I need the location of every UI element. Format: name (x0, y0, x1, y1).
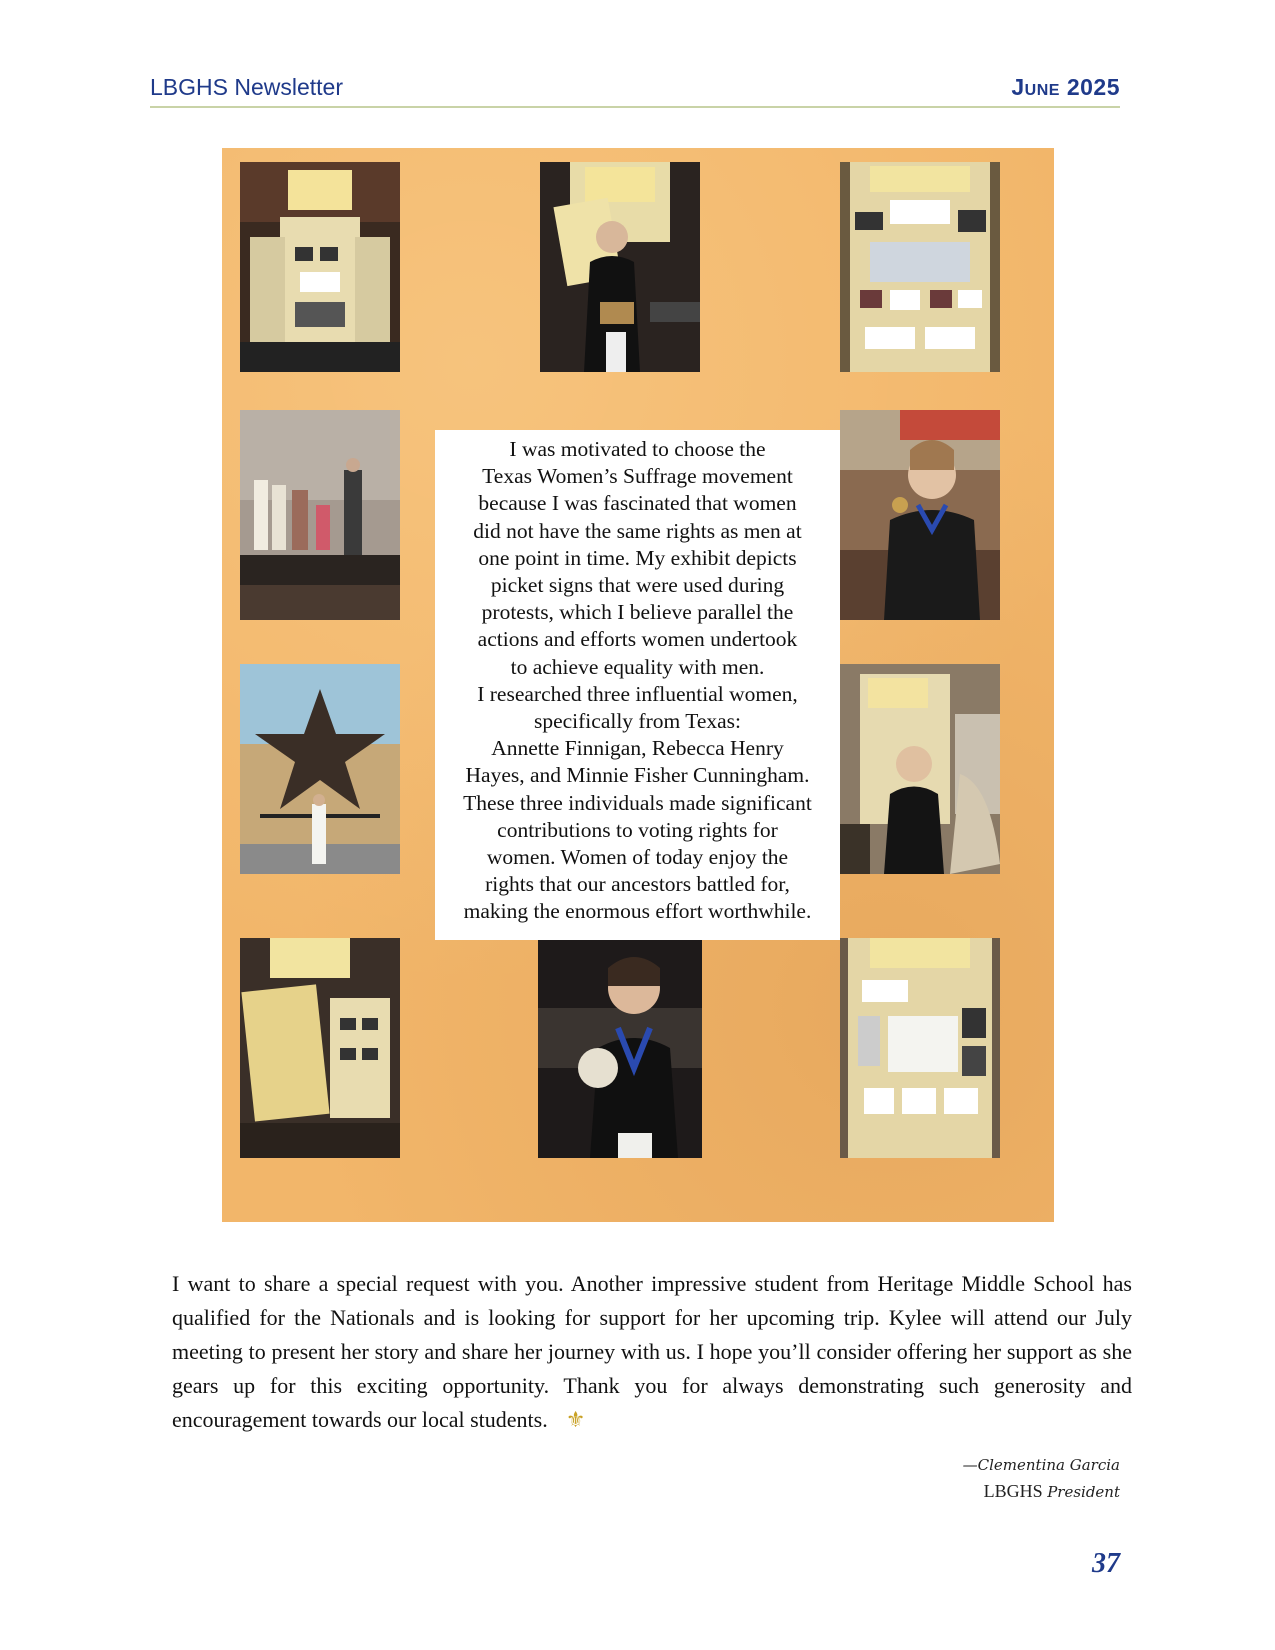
signature-role: President (1047, 1483, 1120, 1501)
photo-student-at-exhibit (840, 664, 1000, 874)
photo-stage-ceremony (240, 410, 400, 620)
quote-line: I was motivated to choose the (509, 437, 766, 461)
quote-line: protests, which I believe parallel the (481, 600, 794, 625)
quote-line: to achieve equality with men. (510, 654, 765, 679)
student-quote-text (435, 430, 840, 932)
photo-collage (222, 148, 1054, 1222)
signature-title (963, 1478, 1120, 1505)
quote-line: women. Women of today enjoy the (486, 845, 789, 870)
quote-line: picket signs that were used during (490, 573, 785, 598)
quote-line: Texas Women’s Suffrage movement (482, 464, 793, 489)
quote-line: making the enormous effort worthwhile. (463, 899, 812, 924)
fleur-de-lis-icon: ⚜ (565, 1407, 586, 1432)
body-paragraph (172, 1267, 1132, 1437)
photo-exhibit-board-2 (840, 162, 1000, 372)
page-number: 37 (1092, 1548, 1120, 1579)
newsletter-title: LBGHS Newsletter (150, 74, 344, 100)
signature-block (963, 1452, 1120, 1505)
quote-line: one point in time. My exhibit depicts (478, 545, 797, 570)
quote-line: actions and efforts women undertook (477, 627, 798, 652)
quote-line: Hayes, and Minnie Fisher Cunningham. (465, 763, 810, 788)
photo-student-with-award-1 (540, 162, 700, 372)
photo-student-with-award-2 (538, 938, 702, 1158)
body-paragraph-text: I want to share a special request with you. Another impressive student from Heritage Middle School has qualified for the Nationals and is looking for support for her upcoming trip. Kylee will attend our July meeting to present her story and share her journey with us. I hope you’ll consider offering her support as she gears up for this exciting opportunity. Thank you for always demonstrating such generosity and encouragement towards our local students. (172, 1271, 1132, 1432)
quote-line: because I was fascinated that women (478, 491, 797, 516)
quote-line: Annette Finnigan, Rebecca Henry (491, 736, 784, 761)
quote-line: rights that our ancestors battled for, (485, 872, 790, 897)
photo-exhibit-board-1 (240, 162, 400, 372)
photo-star-monument (240, 664, 400, 874)
student-quote-box (435, 430, 840, 940)
photo-exhibit-board-3 (840, 938, 1000, 1158)
issue-date: June 2025 (1011, 74, 1120, 100)
quote-line: contributions to voting rights for (497, 817, 778, 842)
photo-picket-sign-exhibit (240, 938, 400, 1158)
header-rule (150, 106, 1120, 108)
page-header (150, 74, 1120, 104)
quote-line: I researched three influential women, (477, 681, 798, 706)
signature-org: LBGHS (983, 1481, 1043, 1501)
quote-line: did not have the same rights as men at (473, 518, 802, 543)
quote-line: These three individuals made significant (463, 790, 812, 815)
photo-student-with-medal (840, 410, 1000, 620)
quote-line: specifically from Texas: (533, 709, 742, 734)
signature-name: —Clementina Garcia (962, 1456, 1120, 1474)
